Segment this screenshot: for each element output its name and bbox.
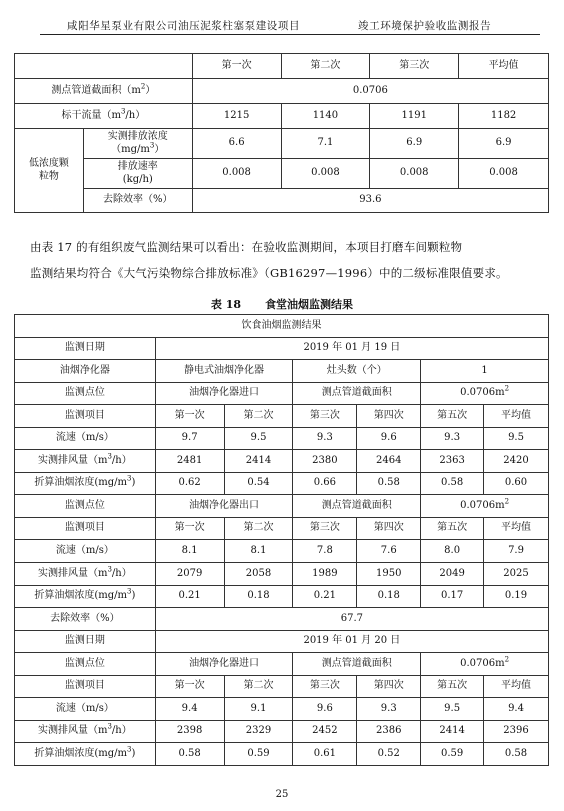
table-cell: $0.0706m^2$: [421, 495, 549, 518]
table-cell: 油烟净化器进口: [155, 653, 293, 676]
table-cell: 1989: [293, 563, 357, 586]
table-cell: 9.4: [484, 698, 549, 721]
table-title: 饮食油烟监测结果: [15, 315, 549, 338]
table-cell: 1215: [192, 104, 281, 129]
table-row: [15, 585, 549, 608]
table-cell: 1950: [357, 563, 421, 586]
column-header: 第五次: [421, 405, 484, 428]
column-header: 第四次: [357, 517, 421, 540]
column-header: 第三次: [293, 517, 357, 540]
table-row: [15, 675, 549, 698]
table-cell: 0.19: [484, 585, 549, 608]
table-cell: 1: [421, 360, 549, 383]
table-row: [15, 720, 549, 743]
row-label: 流速（m/s）: [15, 540, 156, 563]
table-cell: 9.3: [357, 698, 421, 721]
column-header: 第一次: [192, 54, 281, 79]
table-cell: 油烟净化器出口: [155, 495, 293, 518]
table-cell: 测点管道截面积: [293, 653, 421, 676]
column-header: 平均值: [484, 675, 549, 698]
header-rule: [40, 34, 540, 35]
table-cell: 0.008: [281, 159, 370, 189]
table-cell: 0.21: [155, 585, 224, 608]
table-cell: 0.66: [293, 472, 357, 495]
table-cell: 2380: [293, 450, 357, 473]
table-cell: 0.008: [370, 159, 459, 189]
column-header: 第一次: [155, 675, 224, 698]
row-label: 流速（m/s）: [15, 427, 156, 450]
table-cell: 0.21: [293, 585, 357, 608]
date-cell: 2019 年 01 月 20 日: [155, 630, 548, 653]
column-header: 第五次: [421, 675, 484, 698]
table-cell: 7.1: [281, 129, 370, 159]
row-label: 标干流量$(m^3/h)$: [15, 104, 193, 129]
table-cell: 0.18: [357, 585, 421, 608]
table-cell: 8.0: [421, 540, 484, 563]
table-cell: 1191: [370, 104, 459, 129]
table-cell: 8.1: [224, 540, 293, 563]
table-header-row: [15, 54, 549, 79]
table-cell: 2398: [155, 720, 224, 743]
table-cell: 0.58: [155, 743, 224, 766]
table-cell: 8.1: [155, 540, 224, 563]
row-label: 去除效率（%）: [83, 189, 192, 213]
table-row: [15, 104, 549, 129]
table-cell: 0.008: [192, 159, 281, 189]
group-label: 低浓度颗粒物: [15, 129, 84, 213]
table-row: [15, 517, 549, 540]
row-label: 折算油烟浓度$(mg/m^3)$: [15, 472, 156, 495]
row-label: 监测日期: [15, 630, 156, 653]
table-cell: 9.5: [224, 427, 293, 450]
table-cell: 9.6: [293, 698, 357, 721]
table-cell: 0.008: [459, 159, 549, 189]
paragraph-line-1: 由表 17 的有组织废气监测结果可以看出：在验收监测期间，本项目打磨车间颗粒物: [30, 240, 463, 254]
table-cell: 93.6: [192, 189, 548, 213]
table-row: [15, 337, 549, 360]
column-header: 第三次: [293, 675, 357, 698]
table-row: [15, 450, 549, 473]
table-cell: 2058: [224, 563, 293, 586]
column-header: 第二次: [224, 675, 293, 698]
table-cell: 0.58: [484, 743, 549, 766]
table-cell: 0.58: [421, 472, 484, 495]
row-label: 实测排放浓度 $(mg/m^3)$: [83, 129, 192, 159]
column-header: 第三次: [370, 54, 459, 79]
table-cell: 2329: [224, 720, 293, 743]
table-cell: 9.3: [293, 427, 357, 450]
column-header: 第二次: [281, 54, 370, 79]
table-cell: 7.6: [357, 540, 421, 563]
table-18-caption: [0, 296, 564, 312]
table-row: [15, 360, 549, 383]
row-label: 去除效率（%）: [15, 608, 156, 631]
table-cell: 9.5: [484, 427, 549, 450]
caption-title: 食堂油烟监测结果: [265, 298, 354, 311]
table-cell: 2386: [357, 720, 421, 743]
row-label: 监测日期: [15, 337, 156, 360]
table-cell: 2025: [484, 563, 549, 586]
caption-number: 表 18: [210, 298, 242, 311]
table-row: [15, 472, 549, 495]
row-label: 监测点位: [15, 495, 156, 518]
row-label: 监测点位: [15, 382, 156, 405]
table-row: [15, 159, 549, 189]
table-cell: 0.61: [293, 743, 357, 766]
table-cell: 9.3: [421, 427, 484, 450]
row-label: 折算油烟浓度$(mg/m^3)$: [15, 585, 156, 608]
table-cell: 0.59: [224, 743, 293, 766]
table-cell: 7.9: [484, 540, 549, 563]
row-label: 实测排风量$(m^3/h)$: [15, 720, 156, 743]
table-row: [15, 653, 549, 676]
table-cell: 2481: [155, 450, 224, 473]
column-header: 平均值: [459, 54, 549, 79]
table-row: [15, 405, 549, 428]
table-title-row: [15, 315, 549, 338]
table-cell: 6.9: [459, 129, 549, 159]
table-row: [15, 540, 549, 563]
table-cell: 2452: [293, 720, 357, 743]
table-cell: 0.18: [224, 585, 293, 608]
table-17-particulate: [14, 53, 549, 213]
table-cell: 0.52: [357, 743, 421, 766]
column-header: 平均值: [484, 517, 549, 540]
row-label: 监测项目: [15, 405, 156, 428]
row-label: 测点管道截面积$(m^2)$: [15, 79, 193, 104]
table-row: [15, 630, 549, 653]
table-cell: 67.7: [155, 608, 548, 631]
table-cell: 2363: [421, 450, 484, 473]
table-cell: 0.62: [155, 472, 224, 495]
column-header: 第一次: [155, 517, 224, 540]
table-cell: $0.0706m^2$: [421, 653, 549, 676]
table-cell: 2414: [421, 720, 484, 743]
table-row: [15, 608, 549, 631]
table-cell: 静电式油烟净化器: [155, 360, 293, 383]
table-row: [15, 382, 549, 405]
row-label: 排放速率 (kg/h): [83, 159, 192, 189]
table-row: [15, 743, 549, 766]
table-cell: 0.58: [357, 472, 421, 495]
header-report-title: 竣工环境保护验收监测报告: [358, 20, 492, 32]
table-cell: 测点管道截面积: [293, 495, 421, 518]
table-cell: 2464: [357, 450, 421, 473]
row-label: 实测排风量$(m^3/h)$: [15, 450, 156, 473]
table-cell: 6.6: [192, 129, 281, 159]
table-cell: 2420: [484, 450, 549, 473]
table-row: [15, 495, 549, 518]
table-cell: 油烟净化器进口: [155, 382, 293, 405]
table-cell: 1182: [459, 104, 549, 129]
table-cell: 1140: [281, 104, 370, 129]
table-cell: 0.59: [421, 743, 484, 766]
table-18-kitchen-fumes: [14, 314, 549, 766]
page-number: 25: [275, 789, 289, 800]
table-cell: 测点管道截面积: [293, 382, 421, 405]
row-label: 监测项目: [15, 517, 156, 540]
table-row: [15, 79, 549, 104]
table-cell: 2414: [224, 450, 293, 473]
row-label: 油烟净化器: [15, 360, 156, 383]
table-cell: 2396: [484, 720, 549, 743]
table-cell: 0.0706: [192, 79, 548, 104]
column-header: 第二次: [224, 405, 293, 428]
table-row: [15, 189, 549, 213]
row-label: 监测项目: [15, 675, 156, 698]
table-cell: 灶头数（个）: [293, 360, 421, 383]
column-header: 第二次: [224, 517, 293, 540]
table-cell: 9.6: [357, 427, 421, 450]
table-cell: 0.54: [224, 472, 293, 495]
row-label: 实测排风量$(m^3/h)$: [15, 563, 156, 586]
column-header: 第四次: [357, 675, 421, 698]
date-cell: 2019 年 01 月 19 日: [155, 337, 548, 360]
table-cell: 9.4: [155, 698, 224, 721]
table-cell: 9.7: [155, 427, 224, 450]
column-header: 第一次: [155, 405, 224, 428]
table-row: [15, 563, 549, 586]
table-cell: $0.0706m^2$: [421, 382, 549, 405]
row-label: 折算油烟浓度$(mg/m^3)$: [15, 743, 156, 766]
table-row: [15, 698, 549, 721]
table-cell: 9.1: [224, 698, 293, 721]
header-project-title: 咸阳华星泵业有限公司油压泥浆柱塞泵建设项目: [67, 20, 301, 32]
paragraph-line-2: 监测结果均符合《大气污染物综合排放标准》（GB16297—1996）中的二级标准限值要求。: [30, 266, 508, 280]
column-header: 平均值: [484, 405, 549, 428]
table-cell: 0.60: [484, 472, 549, 495]
table-cell: 6.9: [370, 129, 459, 159]
column-header: 第四次: [357, 405, 421, 428]
table-row: [15, 129, 549, 159]
table-corner-cell: [15, 54, 193, 79]
table-cell: 9.5: [421, 698, 484, 721]
table-cell: 2049: [421, 563, 484, 586]
table-cell: 2079: [155, 563, 224, 586]
table-cell: 0.17: [421, 585, 484, 608]
column-header: 第五次: [421, 517, 484, 540]
table-row: [15, 427, 549, 450]
row-label: 流速（m/s）: [15, 698, 156, 721]
page-header: [40, 14, 540, 36]
column-header: 第三次: [293, 405, 357, 428]
table-cell: 7.8: [293, 540, 357, 563]
row-label: 监测点位: [15, 653, 156, 676]
